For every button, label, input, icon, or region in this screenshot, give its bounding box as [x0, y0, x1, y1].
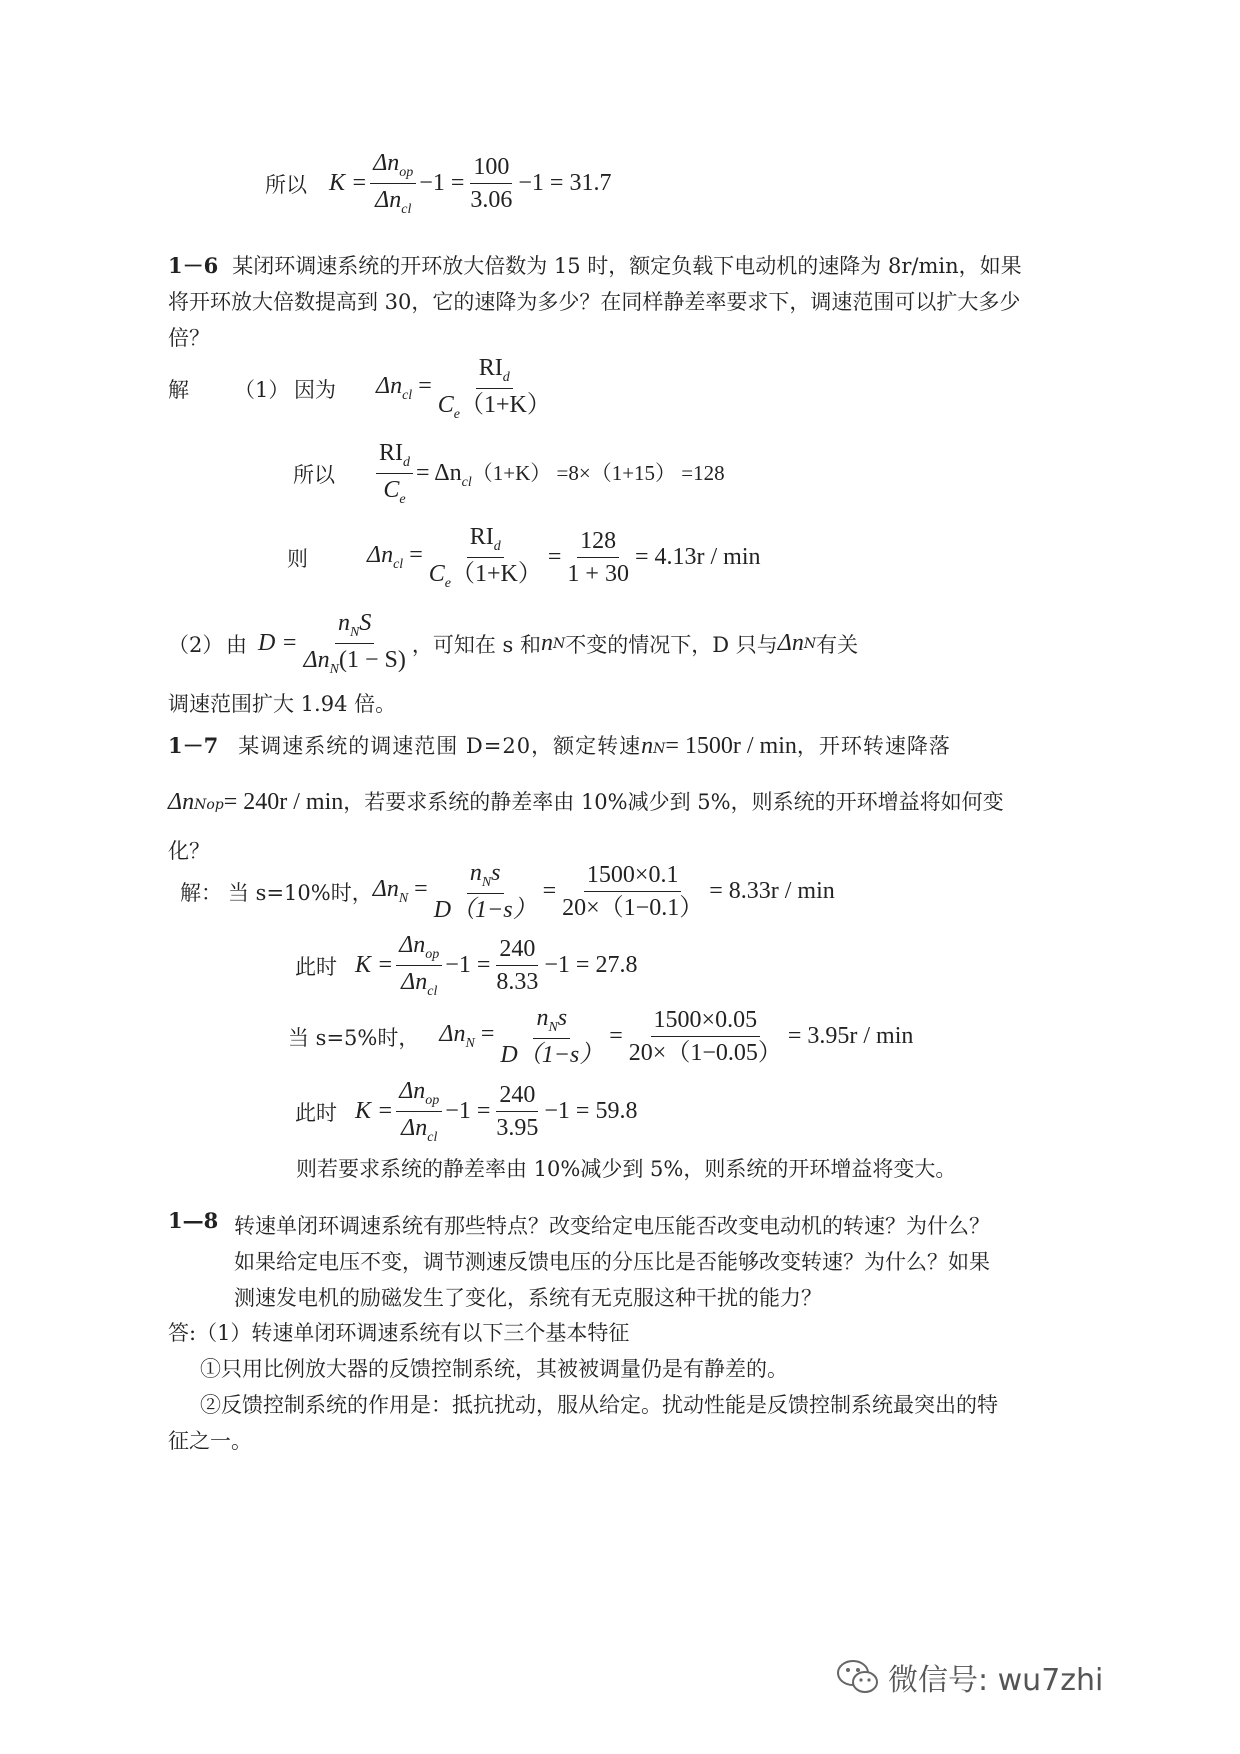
- q17-k1-frac1: $\frac{\Delta n_{op}}{\Delta n_{cl}}$: [396, 932, 442, 999]
- q17-k2-frac1: $\frac{\Delta n_{op}}{\Delta n_{cl}}$: [396, 1078, 442, 1145]
- q17-conclusion: 则若要求系统的静差率由 10%减少到 5%，则系统的开环增益将变大。: [296, 1157, 957, 1181]
- q18-answer: [168, 1315, 998, 1459]
- q16-eq3: 则 $\Delta n_{cl}$ = $\frac{RI_d}{C_e(1+K)}$ = $\frac{128}{1 + 30}$ = 4.13r / min: [287, 524, 761, 591]
- q17-k2-frac2: $\frac{240}{3.95}$: [496, 1081, 539, 1142]
- q17-case2: 当 s=5%时， $\Delta n_N$ = $\frac{n_Ns}{D(1-s)}$ = $\frac{1500\times 0.05}{20\times(1-0.05)}$ = 3.95r / min: [288, 1005, 914, 1069]
- wechat-icon: [836, 1659, 880, 1695]
- top-lhs: K =: [329, 170, 368, 197]
- q16-conclusion: 调速范围扩大 1.94 倍。: [168, 692, 397, 716]
- q17-line2: Δn Nop = 240r / min ，若要求系统的静差率由 10%减少到 5%，则系统的开环增益将如何变: [168, 789, 1004, 815]
- q17-line3: 化？: [168, 839, 210, 863]
- q16-number: 1－6: [168, 253, 219, 278]
- q16-text: 某闭环调速系统的开环放大倍数为 15 时，额定负载下电动机的速降为 8r/min，如果将开环放大倍数提高到 30，它的速降为多少？在同样静差率要求下，调速范围可以扩大多少倍？: [168, 254, 1022, 350]
- top-frac2: $\frac{100}{3.06}$: [470, 153, 513, 214]
- q17-c1-frac2: $\frac{1500\times 0.1}{20\times(1-0.1)}$: [562, 861, 704, 922]
- q16-eq1-frac: $\frac{RI_d}{C_e(1+K)}$: [437, 355, 551, 422]
- q18-question: 1—8 转速单闭环调速系统有那些特点？改变给定电压能否改变电动机的转速？为什么？ 如果给定电压不变，调节测速反馈电压的分压比是否能够改变转速？为什么？如果 测速发电机的励磁发生了变化，系统有无克服这种干扰的能力？: [168, 1208, 990, 1310]
- q18-answer-intro: 答:（1）转速单闭环调速系统有以下三个基本特征: [168, 1321, 630, 1345]
- q18-point2-cont: 征之一。: [168, 1429, 252, 1453]
- q17-case1: 解： 当 s=10%时， $\Delta n_N$ = $\frac{n_Ns}{D(1-s)}$ = $\frac{1500\times 0.1}{20\times(1-0.1)}$ = 8.33r / min: [180, 860, 835, 924]
- q17-line1: 1－7 某调速系统的调速范围 D=20，额定转速 n N = 1500r / min ，开环转速降落: [168, 733, 951, 759]
- q16-eq3-frac1: $\frac{RI_d}{C_e(1+K)}$: [428, 524, 542, 591]
- q16-sol-label: 解: [168, 377, 189, 402]
- q16-part1: （1）: [234, 377, 290, 402]
- watermark-text: 微信号: wu7zhi: [888, 1663, 1104, 1698]
- q16-so: 所以: [293, 462, 335, 487]
- q17-k1-frac2: $\frac{240}{8.33}$: [496, 935, 539, 996]
- q16-d-frac: $\frac{n_NS}{\Delta n_N(1 - S)}$: [303, 610, 406, 677]
- q18-point1: ①只用比例放大器的反馈控制系统，其被被调量仍是有静差的。: [200, 1357, 788, 1381]
- q16-eq3-frac2: $\frac{128}{1 + 30}$: [567, 527, 629, 588]
- q16-then: 则: [287, 546, 308, 571]
- q17-c2-frac2: $\frac{1500\times 0.05}{20\times(1-0.05)}$: [628, 1006, 782, 1067]
- q16-eq1: 解 （1） 因为 $\Delta n_{cl}$ = $\frac{RI_d}{C_e(1+K)}$: [168, 355, 557, 422]
- q16-question: [168, 248, 1038, 356]
- q17-k1: 此时 K = $\frac{\Delta n_{op}}{\Delta n_{cl}}$ −1 = $\frac{240}{8.33}$ −1 = 27.8: [295, 932, 638, 999]
- q16-eq2: 所以 $\frac{RI_d}{C_e}$ = $\Delta n_{cl}(1+K) =8\times(1+15) =128$: [293, 440, 725, 507]
- q16-because: 因为: [294, 377, 336, 402]
- top-tail: −1 = 31.7: [518, 170, 612, 197]
- q17-c2-frac1: $\frac{n_Ns}{D(1-s)}$: [500, 1005, 604, 1069]
- q18-point2: ②反馈控制系统的作用是：抵抗扰动，服从给定。扰动性能是反馈控制系统最突出的特: [200, 1393, 998, 1417]
- q16-eq2-frac: $\frac{RI_d}{C_e}$: [376, 440, 413, 507]
- top-label: 所以: [265, 172, 307, 197]
- top-frac1: $\frac{\Delta n_{op}}{\Delta n_{cl}}$: [370, 150, 416, 217]
- q17-k2: 此时 K = $\frac{\Delta n_{op}}{\Delta n_{cl}}$ −1 = $\frac{240}{3.95}$ −1 = 59.8: [295, 1078, 638, 1145]
- q17-c1-frac1: $\frac{n_Ns}{D(1-s)}$: [433, 860, 537, 924]
- watermark: [836, 1655, 1103, 1699]
- top-mid: −1 =: [419, 170, 465, 197]
- top-equation: [265, 150, 611, 217]
- q16-part2: （2） 由 D = $\frac{n_NS}{\Delta n_N(1 - S)}$ ，可知在 s 和 n N 不变的情况下，D 只与 Δn N 有关: [168, 610, 859, 677]
